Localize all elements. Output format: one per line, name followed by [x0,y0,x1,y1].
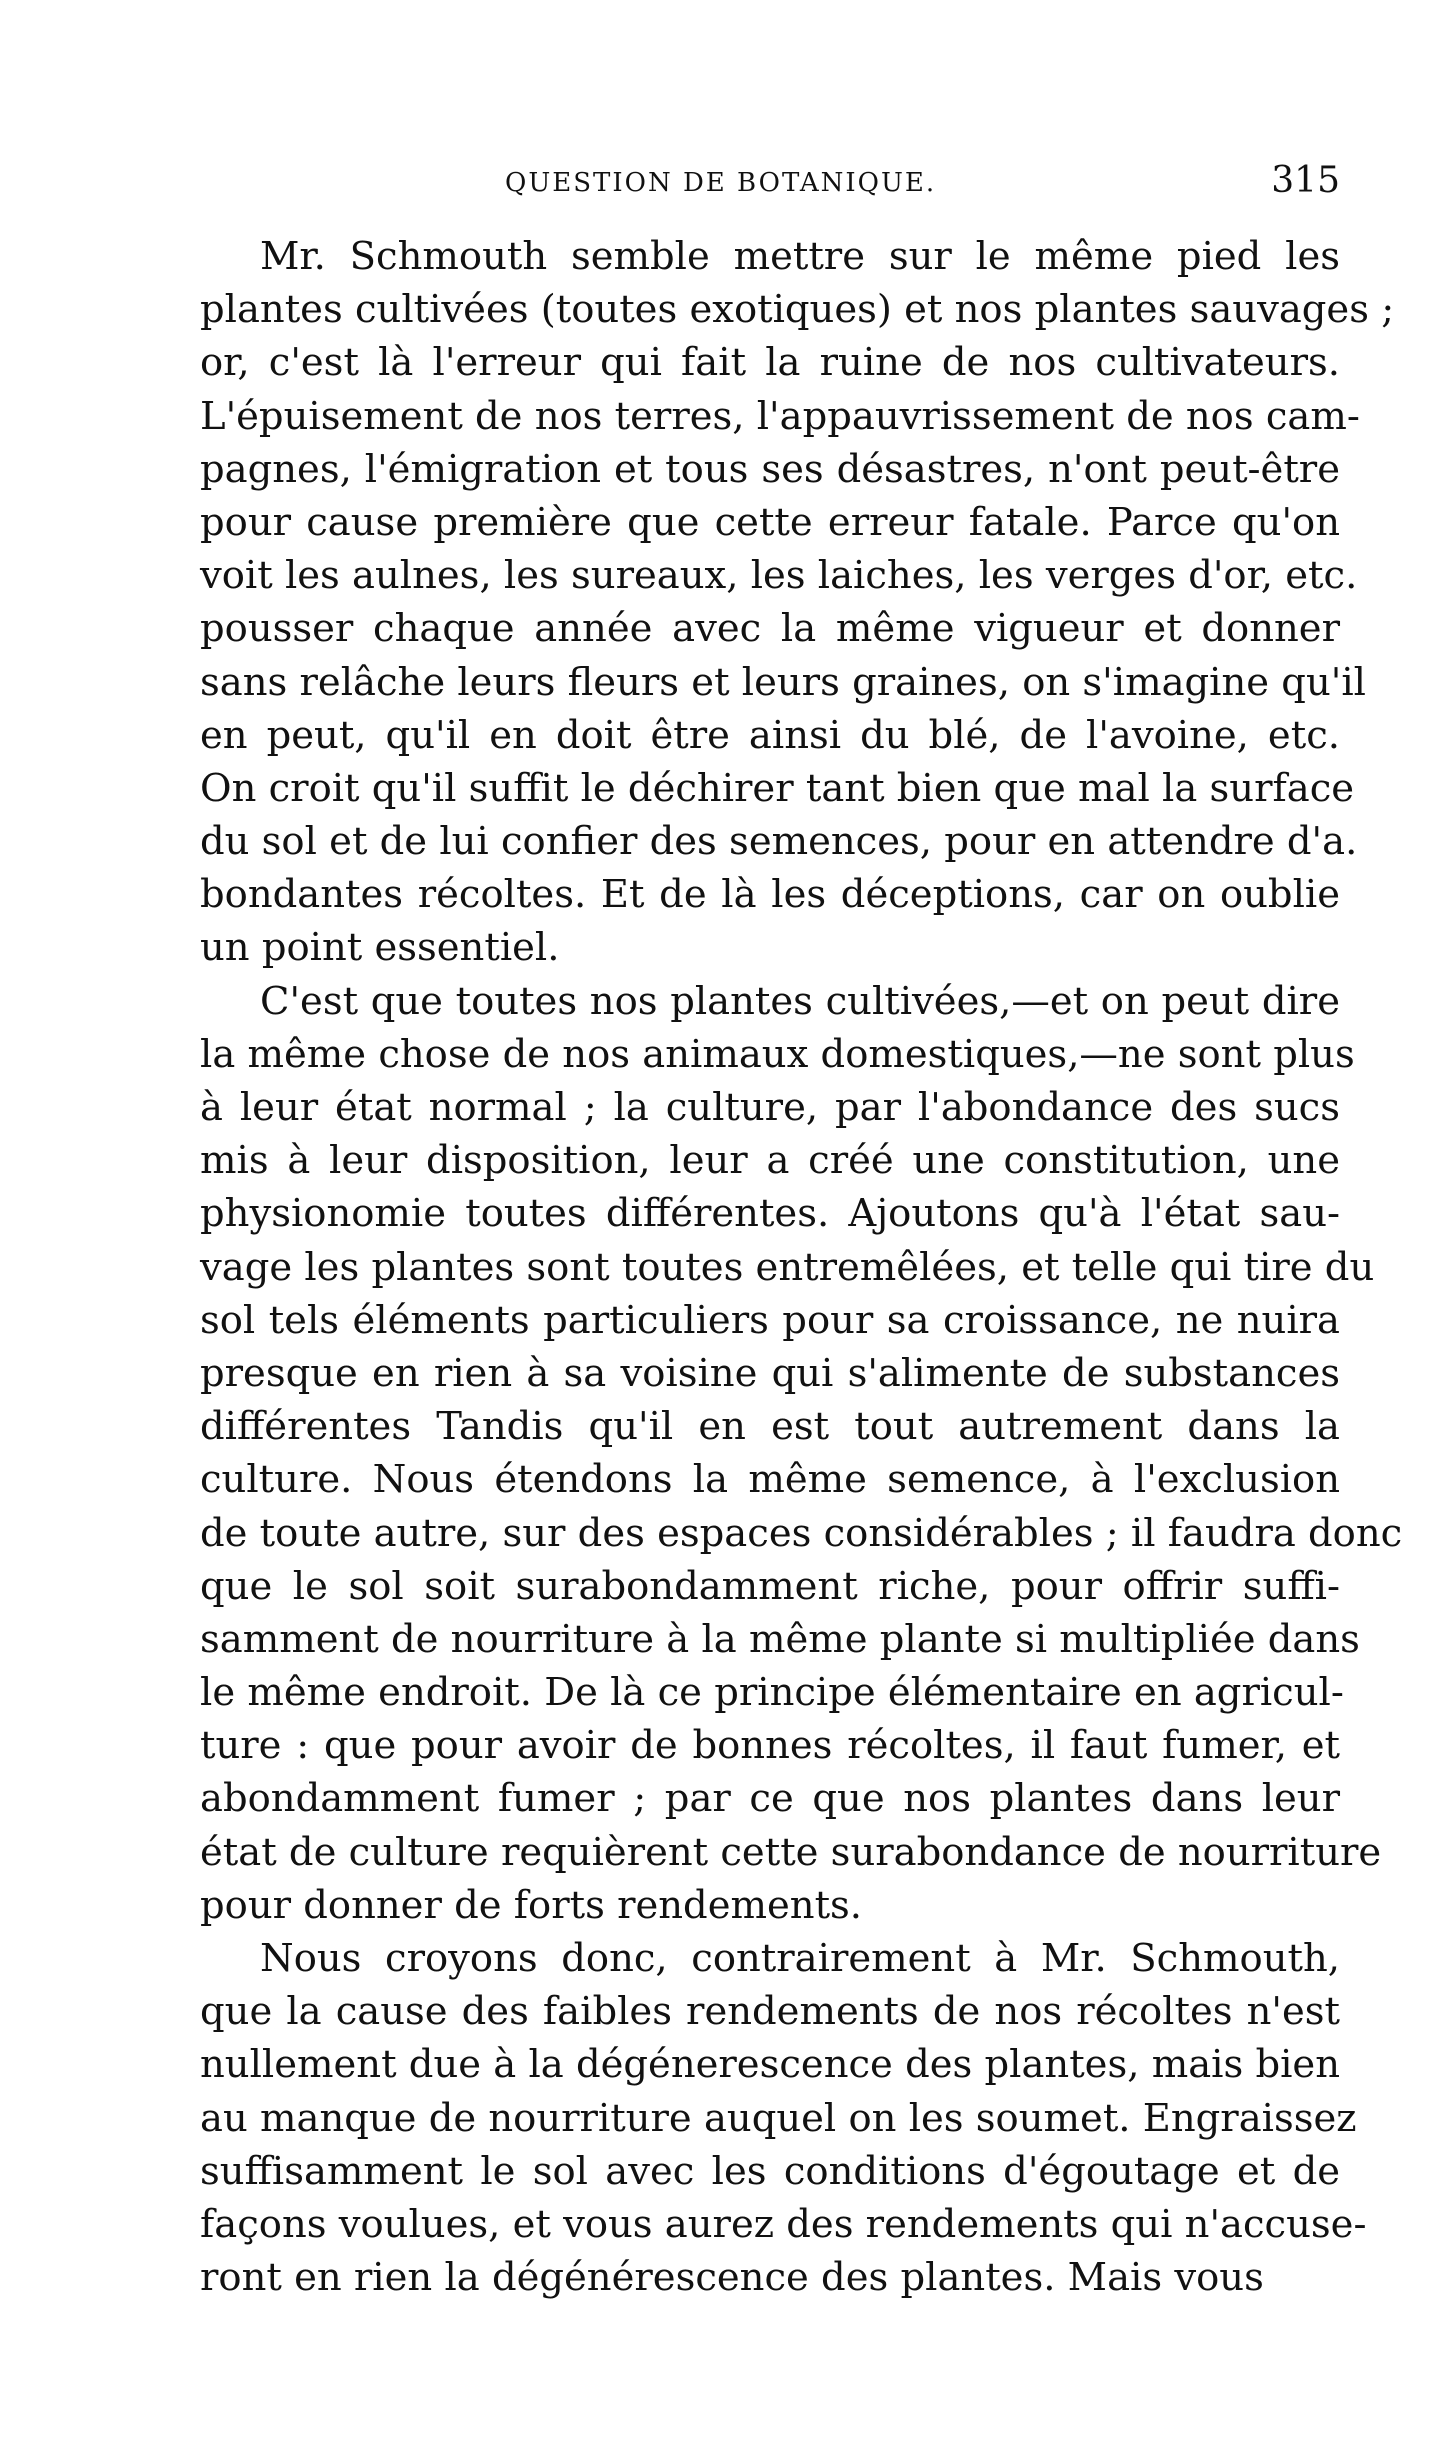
text-line: le même endroit. De là ce principe élémentaire en agricul- [200,1670,1344,1716]
text-line: Mr. Schmouth semble mettre sur le même pied les [260,234,1340,279]
text-line: presque en rien à sa voisine qui s'alimente de substances [200,1350,1340,1396]
text-line: que le sol soit surabondamment riche, pour offrir suffi- [200,1563,1340,1609]
text-line: bondantes récoltes. Et de là les déceptions, car on oublie [200,872,1340,918]
text-line: culture. Nous étendons la même semence, à l'exclusion [200,1457,1340,1503]
text-line: de toute autre, sur des espaces considérables ; il faudra donc [200,1510,1403,1556]
text-line: On croit qu'il suffit le déchirer tant bien que mal la surface [200,765,1355,811]
text-line: état de culture requièrent cette surabondance de nourriture [200,1829,1382,1875]
running-title: QUESTION DE BOTANIQUE. [505,168,937,198]
text-line: or, c'est là l'erreur qui fait la ruine de nos cultivateurs. [200,340,1340,386]
text-line: façons voulues, et vous aurez des rendements qui n'accuse- [200,2201,1367,2247]
paragraph [200,975,1403,1932]
body-text [200,230,1403,2304]
text-line: que la cause des faibles rendements de nos récoltes n'est [200,1989,1340,2035]
text-line: ture : que pour avoir de bonnes récoltes, il faut fumer, et [200,1723,1340,1769]
text-line: plantes cultivées (toutes exotiques) et nos plantes sauvages ; [200,287,1395,333]
text-line: pousser chaque année avec la même vigueur et donner [200,606,1340,652]
text-line: abondamment fumer ; par ce que nos plantes dans leur [200,1776,1340,1822]
text-line: pour cause première que cette erreur fatale. Parce qu'on [200,499,1340,545]
text-line: voit les aulnes, les sureaux, les laiches, les verges d'or, etc. [200,553,1358,599]
text-line: un point essentiel. [200,925,560,971]
text-line: sol tels éléments particuliers pour sa croissance, ne nuira [200,1297,1340,1343]
text-line: la même chose de nos animaux domestiques,—ne sont plus [200,1031,1355,1077]
text-line: à leur état normal ; la culture, par l'abondance des sucs [200,1085,1340,1130]
text-line: ront en rien la dégénérescence des plantes. Mais vous [200,2255,1264,2301]
text-line: mis à leur disposition, leur a créé une constitution, une [200,1138,1340,1184]
text-line: pagnes, l'émigration et tous ses désastres, n'ont peut-être [200,446,1340,492]
page-number: 315 [1271,160,1340,201]
text-line: suffisamment le sol avec les conditions d'égoutage et de [200,2148,1340,2194]
text-line: du sol et de lui confier des semences, pour en attendre d'a. [200,819,1358,865]
text-line: physionomie toutes différentes. Ajoutons qu'à l'état sau- [200,1191,1340,1237]
text-line: pour donner de forts rendements. [200,1882,863,1928]
text-line: nullement due à la dégénerescence des plantes, mais bien [200,2042,1340,2088]
text-line: différentes Tandis qu'il en est tout autrement dans la [200,1404,1340,1450]
text-line: sans relâche leurs fleurs et leurs graines, on s'imagine qu'il [200,659,1366,705]
text-line: C'est que toutes nos plantes cultivées,—et on peut dire [260,978,1340,1024]
text-line: samment de nourriture à la même plante si multipliée dans [200,1616,1360,1662]
text-line: en peut, qu'il en doit être ainsi du blé, de l'avoine, etc. [200,712,1340,758]
paragraph [200,230,1395,975]
text-line: L'épuisement de nos terres, l'appauvrissement de nos cam- [200,393,1360,439]
text-line: au manque de nourriture auquel on les soumet. Engraissez [200,2095,1357,2141]
text-line: Nous croyons donc, contrairement à Mr. Schmouth, [260,1936,1340,1981]
running-head [200,160,1340,210]
text-line: vage les plantes sont toutes entremêlées, et telle qui tire du [200,1244,1375,1290]
paragraph [200,1932,1367,2304]
